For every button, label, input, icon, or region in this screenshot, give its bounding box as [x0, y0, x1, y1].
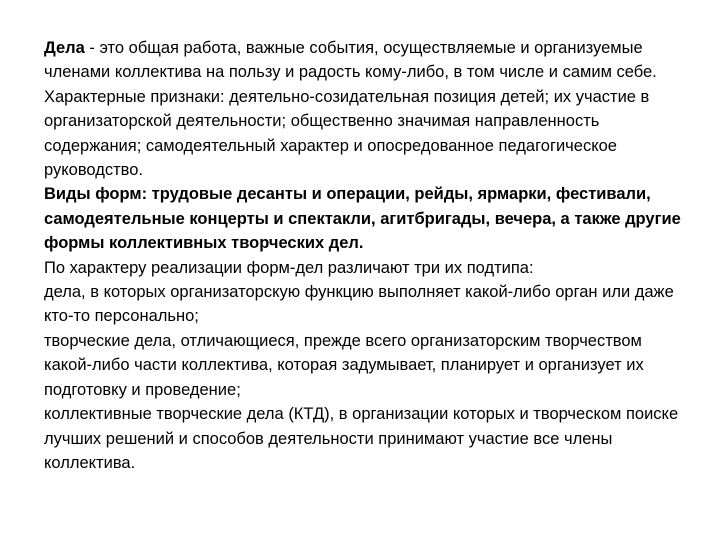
subtype-item: коллективные творческие дела (КТД), в организации которых и творческом поиске лучших решений и способов деятельности принимают участие все члены коллектива.: [44, 405, 679, 472]
slide-text-block: [44, 36, 689, 475]
definition-text: - это общая работа, важные события, осуществляемые и организуемые членами коллектива на пользу и радость кому-либо, в том числе и самим себе.: [44, 39, 657, 82]
forms-paragraph: Виды форм: трудовые десанты и операции, рейды, ярмарки, фестивали, самодеятельные концерты и спектакли, агитбригады, вечера, а также другие формы коллективных творческих дел.: [44, 185, 681, 253]
definition-paragraph: [44, 36, 689, 85]
subtypes-intro: По характеру реализации форм-дел различают три их подтипа:: [44, 258, 534, 277]
subtype-item: дела, в которых организаторскую функцию выполняет какой-либо орган или даже кто-то персонально;: [44, 283, 674, 326]
definition-term: Дела: [44, 39, 85, 57]
characteristics-paragraph: Характерные признаки: деятельно-созидательная позиция детей; их участие в организаторской деятельности; общественно значимая направленность содержания; самодеятельный характер и опосредованное педагогическое руководство.: [44, 87, 650, 180]
subtype-item: творческие дела, отличающиеся, прежде всего организаторским творчеством какой-либо части коллектива, которая задумывает, планирует и организует их подготовку и проведение;: [44, 331, 644, 399]
